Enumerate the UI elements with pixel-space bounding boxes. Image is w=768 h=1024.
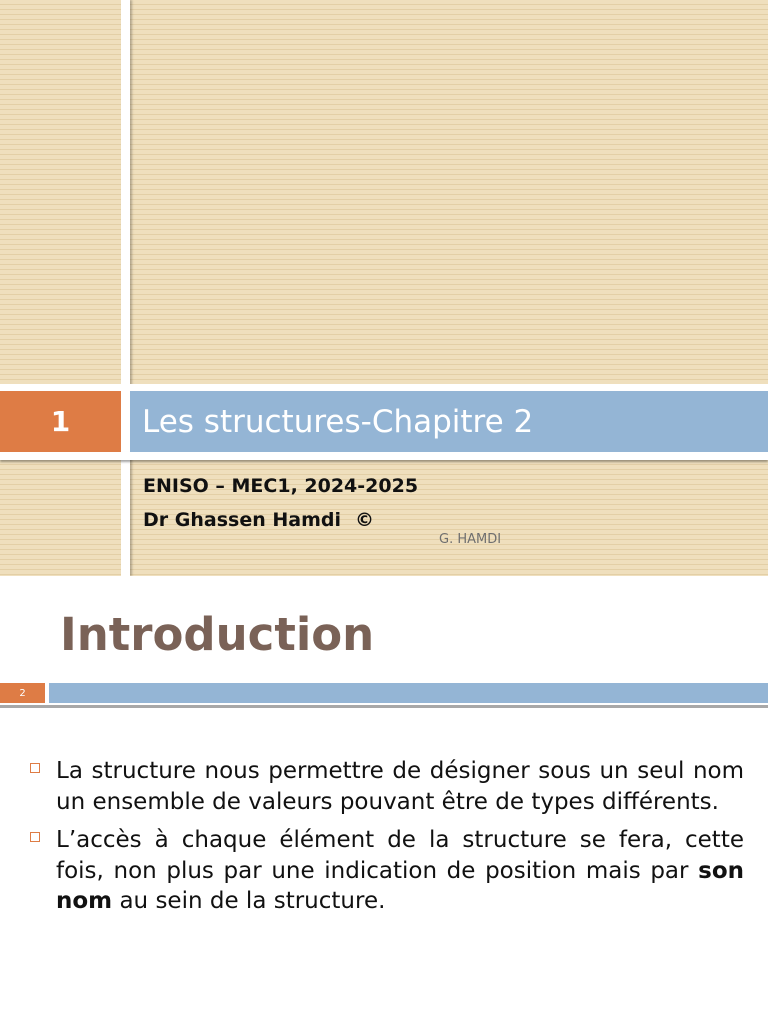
slide-number-badge — [0, 391, 121, 452]
bullet-emphasis: son nom — [56, 857, 744, 914]
vertical-divider — [121, 0, 130, 576]
slide-number-badge — [0, 683, 45, 703]
author-line — [143, 509, 374, 531]
course-info: ENISO – MEC1, 2024-2025 — [143, 475, 419, 497]
bullet-text-end: au sein de la structure. — [112, 888, 386, 914]
bullet-item — [28, 825, 744, 917]
title-bar — [130, 391, 768, 452]
footer-author: G. HAMDI — [439, 532, 502, 547]
bullet-text: La structure nous permettre de désigner sous un seul nom un ensemble de valeurs pouvant être de types différents. — [56, 758, 744, 815]
author-name: Dr Ghassen Hamdi — [143, 509, 341, 531]
header-bar — [49, 683, 768, 703]
square-bullet-icon — [30, 832, 40, 842]
copyright-symbol: © — [354, 509, 374, 531]
slide-heading: Introduction — [60, 608, 375, 661]
horizontal-divider-top — [0, 384, 768, 391]
header-rule — [0, 705, 768, 708]
square-bullet-icon — [30, 763, 40, 773]
bullet-text: L’accès à chaque élément de la structure se fera, cette fois, non plus par une indication de position mais par — [56, 827, 744, 884]
slide-number: 2 — [19, 687, 26, 699]
bullet-list — [28, 756, 744, 925]
horizontal-divider-bottom — [0, 452, 768, 460]
bullet-item — [28, 756, 744, 817]
slide-number: 1 — [50, 405, 71, 438]
slide-title: Les structures-Chapitre 2 — [142, 403, 534, 440]
